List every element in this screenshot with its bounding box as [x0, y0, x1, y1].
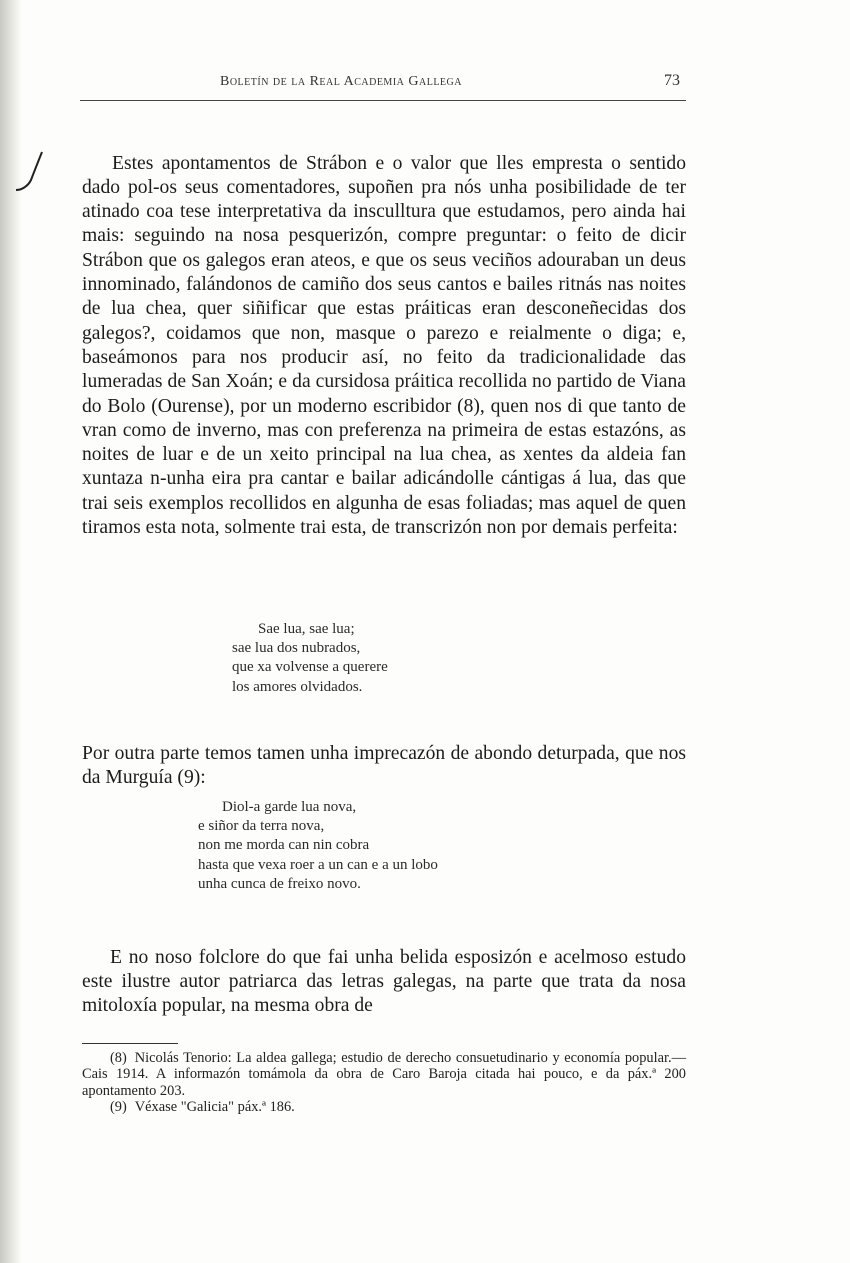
header-rule	[80, 100, 686, 101]
footnote-9	[82, 1099, 686, 1115]
verse-line: Diol-a garde lua nova,	[222, 799, 357, 815]
verse-line: hasta que vexa roer a un can e a un lobo	[198, 856, 438, 873]
paragraph-imprecazon: Por outra parte temos tamen unha imprecazón de abondo deturpada, que nos da Murguía (9):	[82, 742, 686, 788]
verse-line: Sae lua, sae lua;	[258, 621, 355, 637]
paragraph-strabon: Estes apontamentos de Strábon e o valor que lles empresta o sentido dado pol-os seus comentadores, supoñen pra nós unha posibilidade de ter atinado coa tese interpretativa da insculltura que estudamos, pero ainda hai mais: seguindo na nosa pesquerizón, compre preguntar: o feito de dicir Strábon que os galegos eran ateos, e que os seus veciños adouraban un deus innominado, falándonos de camiño dos seus cantos e bailes ritnás nas noites de lua chea, quer siñificar que estas práiticas eran desconeñecidas dos galegos?, coidamos que non, masque o parezo e reialmente o diga; e, baseámonos para nos producir así, no feito da tradicionalidade das lumeradas de San Xoán; e da cursidosa práitica recollida no partido de Viana do Bolo (Ourense), por un moderno escribidor (8), quen nos di que tanto de vran como de inverno, mas con preferenza na primeira de estas estazóns, as noites de luar e de un xeito principal na lua chea, as xentes da aldeia fan xuntaza n-unha eira pra cantar e bailar adicándolle cántigas á lua, das que trai seis exemplos recollidos en algunha de esas foliadas; mas aquel de quen tiramos esta nota, solmente trai esta, de transcrizón non por demais perfeita:	[82, 152, 686, 539]
footnote-8	[82, 1050, 686, 1099]
verse-line: unha cunca de freixo novo.	[198, 875, 361, 892]
header-title: Boletín de la Real Academia Gallega	[220, 74, 462, 89]
verse-line: e siñor da terra nova,	[198, 818, 325, 835]
running-header	[80, 70, 680, 96]
margin-pen-mark-icon	[14, 150, 48, 194]
page-number: 73	[664, 72, 680, 89]
footnote-rule	[82, 1043, 178, 1044]
verse-lua	[232, 620, 388, 697]
verse-line: sae lua dos nubrados,	[232, 640, 361, 657]
verse-line: los amores olvidados.	[232, 678, 363, 695]
footnote-text: Nicolás Tenorio: La aldea gallega; estudio de derecho consuetudinario y economía popular.—Cais 1914. A informazón tomámola da obra de Caro Baroja citada hai pouco, e da páx.ª 200 apontamento 203.	[82, 1050, 686, 1099]
footnotes	[82, 1050, 686, 1116]
paragraph-folclore: E no noso folclore do que fai unha belida esposizón e acelmoso estudo este ilustre autor patriarca das letras galegas, na parte que trata da nosa mitoloxía popular, na mesma obra de	[82, 946, 686, 1017]
verse-line: non me morda can nin cobra	[198, 837, 370, 854]
verse-line: que xa volvense a querere	[232, 659, 388, 676]
footnote-marker: (8)	[110, 1050, 127, 1066]
verse-diol-a-garde	[198, 798, 438, 894]
footnote-text: Véxase "Galicia" páx.ª 186.	[134, 1099, 295, 1116]
footnote-marker: (9)	[110, 1099, 127, 1116]
